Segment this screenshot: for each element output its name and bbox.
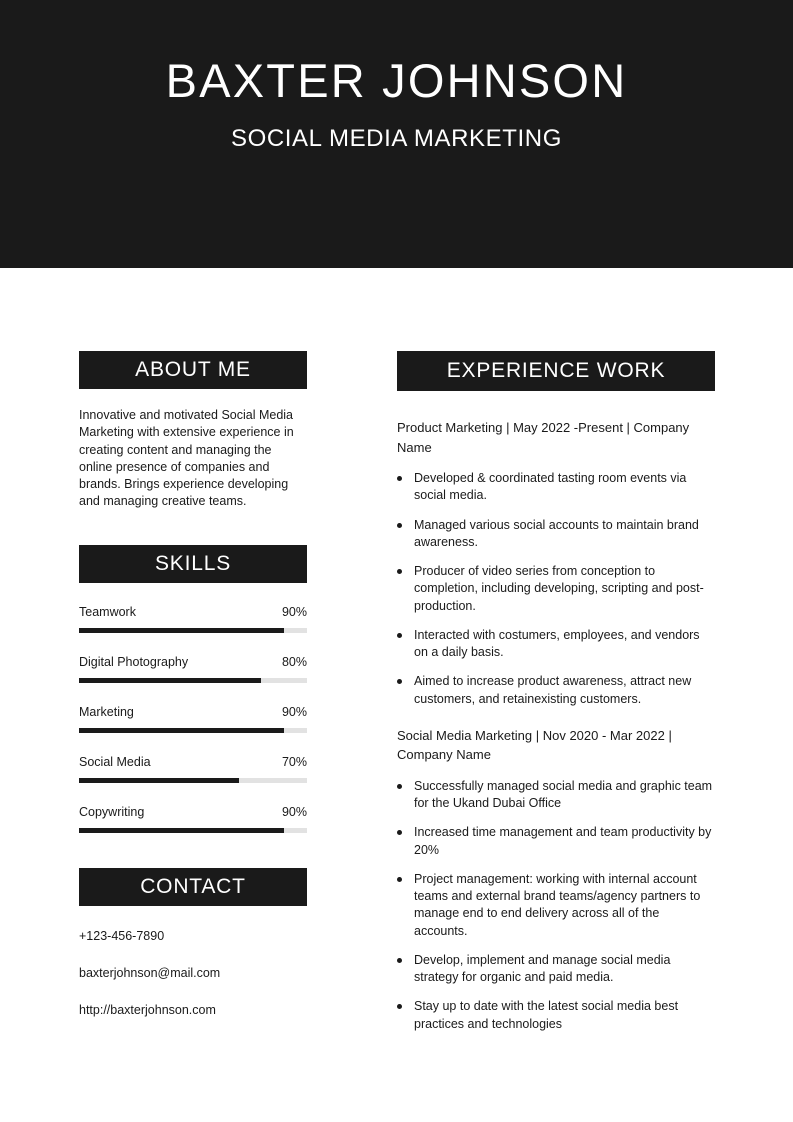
resume-body bbox=[0, 268, 793, 1045]
contact-section bbox=[79, 868, 307, 1017]
skill-value: 90% bbox=[281, 604, 307, 619]
skill-label: Copywriting bbox=[79, 804, 145, 819]
experience-entry bbox=[397, 418, 715, 708]
skill-fill bbox=[79, 678, 261, 683]
skill-value: 90% bbox=[281, 804, 307, 819]
list-item: Producer of video series from conception to completion, including developing, scripting and post-production. bbox=[397, 563, 715, 615]
skill-fill bbox=[79, 828, 284, 833]
skill-item bbox=[79, 755, 307, 783]
contact-heading: CONTACT bbox=[79, 868, 307, 906]
job-bullets bbox=[397, 778, 715, 1033]
list-item: Managed various social accounts to maintain brand awareness. bbox=[397, 517, 715, 552]
left-column bbox=[79, 351, 307, 1017]
contact-website[interactable]: http://baxterjohnson.com bbox=[79, 1002, 216, 1017]
skill-fill bbox=[79, 628, 284, 633]
contact-phone[interactable]: +123-456-7890 bbox=[79, 928, 165, 943]
skill-track bbox=[79, 728, 307, 733]
list-item: Successfully managed social media and graphic team for the Ukand Dubai Office bbox=[397, 778, 715, 813]
skill-track bbox=[79, 828, 307, 833]
skill-label: Digital Photography bbox=[79, 654, 189, 669]
skill-item bbox=[79, 605, 307, 633]
about-heading: ABOUT ME bbox=[79, 351, 307, 389]
skill-track bbox=[79, 678, 307, 683]
experience-entry bbox=[397, 726, 715, 1033]
skill-fill bbox=[79, 728, 284, 733]
page-title: BAXTER JOHNSON bbox=[165, 54, 628, 108]
job-title: Product Marketing | May 2022 -Present | Company Name bbox=[397, 420, 690, 455]
skills-section bbox=[79, 545, 307, 833]
skill-track bbox=[79, 778, 307, 783]
skills-heading: SKILLS bbox=[79, 545, 307, 583]
list-item: Develop, implement and manage social media strategy for organic and paid media. bbox=[397, 952, 715, 987]
resume-header bbox=[0, 0, 793, 268]
skill-value: 80% bbox=[281, 654, 307, 669]
list-item: Increased time management and team productivity by 20% bbox=[397, 824, 715, 859]
skill-item bbox=[79, 655, 307, 683]
skill-value: 70% bbox=[281, 754, 307, 769]
right-column bbox=[397, 351, 715, 1045]
list-item: Project management: working with internal account teams and external brand teams/agency partners to manage end to end delivery across all of the accounts. bbox=[397, 871, 715, 940]
job-title: Social Media Marketing | Nov 2020 - Mar 2022 | Company Name bbox=[397, 727, 672, 763]
skill-label: Marketing bbox=[79, 704, 134, 719]
list-item: Interacted with costumers, employees, and vendors on a daily basis. bbox=[397, 627, 715, 662]
header-subtitle: SOCIAL MEDIA MARKETING bbox=[230, 124, 563, 152]
list-item: Aimed to increase product awareness, attract new customers, and retainexisting customers. bbox=[397, 673, 715, 708]
skill-value: 90% bbox=[281, 704, 307, 719]
skill-fill bbox=[79, 778, 239, 783]
skill-track bbox=[79, 628, 307, 633]
about-text: Innovative and motivated Social Media Marketing with extensive experience in creating content and managing the online presence of companies and brands. Brings experience developing and managing creative teams. bbox=[79, 408, 294, 509]
skill-label: Social Media bbox=[79, 754, 151, 769]
skill-label: Teamwork bbox=[79, 604, 136, 619]
list-item: Developed & coordinated tasting room events via social media. bbox=[397, 470, 715, 505]
skill-item bbox=[79, 805, 307, 833]
skill-item bbox=[79, 705, 307, 733]
experience-heading: EXPERIENCE WORK bbox=[397, 351, 715, 391]
list-item: Stay up to date with the latest social media best practices and technologies bbox=[397, 998, 715, 1033]
contact-email[interactable]: baxterjohnson@mail.com bbox=[79, 965, 221, 980]
job-bullets bbox=[397, 470, 715, 708]
